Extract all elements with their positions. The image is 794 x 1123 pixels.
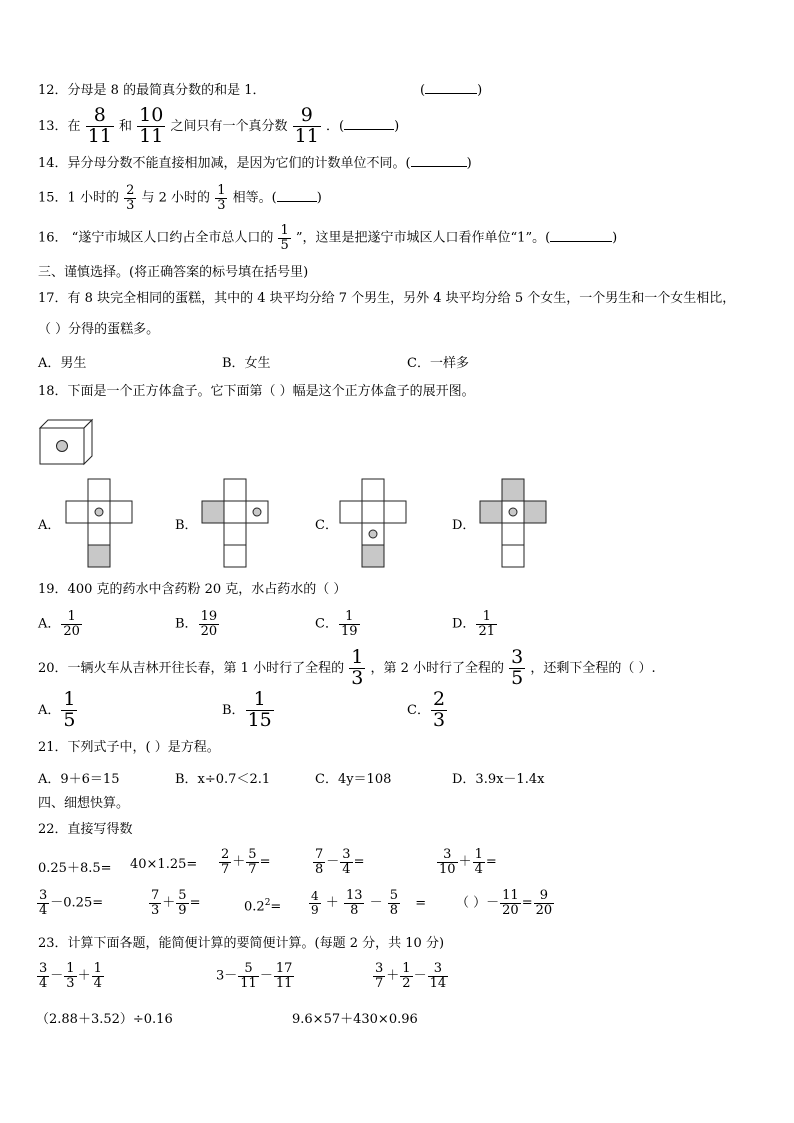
question-17-line1: 17．有 8 块完全相同的蛋糕，其中的 4 块平均分给 7 个男生，另外 4 块平均分给 5 个女生，一个男生和一个女生相比，: [38, 291, 736, 306]
net-b[interactable]: [200, 478, 272, 570]
q18-option-b-label[interactable]: B．: [175, 518, 198, 533]
q21-option-a[interactable]: A．9＋6＝15: [38, 772, 120, 787]
q23-expr-2: 3－ $\frac{5}{11}$ － $\frac{17}{11}$: [216, 961, 293, 991]
q12-answer-blank[interactable]: ( ): [420, 83, 483, 98]
q23-expr-5: 9.6×57＋430×0.96: [292, 1012, 418, 1027]
q23-expr-4: （2.88＋3.52）÷0.16: [36, 1012, 173, 1027]
q16-answer-blank[interactable]: [550, 241, 612, 242]
section-3-heading: 三、谨慎选择。(将正确答案的标号填在括号里): [38, 265, 309, 280]
q19-option-b[interactable]: B． $\frac{19}{20}$: [175, 609, 218, 639]
q22-item-1: 0.25＋8.5=: [38, 861, 112, 876]
q22-item-10: （ ）－ $\frac{11}{20}$ = $\frac{9}{20}$: [456, 888, 553, 918]
question-15: 15．1 小时的 $\frac{2}{3}$ 与 2 小时的 $\frac{1}{3}$ 相等。( ): [38, 183, 322, 213]
q19-option-d[interactable]: D． $\frac{1}{21}$: [452, 609, 495, 639]
section-4-heading: 四、细想快算。: [38, 796, 130, 811]
net-a[interactable]: [64, 478, 136, 570]
cube-box-figure: [36, 416, 98, 468]
q17-option-a[interactable]: A．男生: [38, 356, 87, 371]
q19-option-c[interactable]: C． $\frac{1}{19}$: [315, 609, 358, 639]
question-16: 16． “遂宁市城区人口约占全市总人口的 $\frac{1}{5}$ ”，这里是把遂宁市城区人口看作单位“1”。( ): [38, 223, 618, 253]
q17-option-b[interactable]: B．女生: [222, 356, 271, 371]
q23-expr-3: $\frac{3}{7}$ ＋ $\frac{1}{2}$ － $\frac{3}{14}$: [375, 961, 447, 991]
q23-expr-1: $\frac{3}{4}$ － $\frac{1}{3}$ ＋ $\frac{1}{4}$: [39, 961, 102, 991]
question-23-title: 23．计算下面各题，能简便计算的要简便计算。(每题 2 分，共 10 分): [38, 936, 445, 951]
q21-option-d[interactable]: D．3.9x－1.4x: [452, 772, 545, 787]
question-17-line2: （ ）分得的蛋糕多。: [38, 322, 160, 337]
q22-item-6: $\frac{3}{4}$ －0.25=: [39, 888, 104, 918]
q22-item-5: $\frac{3}{10}$ ＋ $\frac{1}{4}$ =: [439, 847, 497, 877]
q22-item-3: $\frac{2}{7}$ ＋ $\frac{5}{7}$ =: [221, 847, 271, 877]
q18-option-d-label[interactable]: D．: [452, 518, 476, 533]
q21-option-c[interactable]: C．4y＝108: [315, 772, 392, 787]
question-13: 13．在 $\frac{8}{11}$ 和 $\frac{10}{11}$ 之间只有一个真分数 $\frac{9}{11}$ ．( ): [38, 104, 400, 147]
q13-answer-blank[interactable]: [344, 129, 394, 130]
fraction: $\frac{8}{11}$: [87, 104, 112, 147]
q20-option-b[interactable]: B． $\frac{1}{15}$: [222, 688, 272, 731]
q22-item-9: $\frac{4}{9}$ ＋ $\frac{13}{8}$ － $\frac{5}{8}$ =: [311, 888, 427, 918]
q22-item-8: $0.2^2=$: [244, 898, 282, 915]
fraction: $\frac{2}{3}$: [126, 183, 135, 213]
fraction: $\frac{9}{11}$: [294, 104, 319, 147]
question-14: 14．异分母分数不能直接相加减，是因为它们的计数单位不同。( ): [38, 156, 472, 171]
question-21: 21．下列式子中，( ）是方程。: [38, 740, 220, 755]
q22-item-4: $\frac{7}{8}$ － $\frac{3}{4}$ =: [315, 847, 365, 877]
q15-answer-blank[interactable]: [277, 201, 317, 202]
q22-item-7: $\frac{7}{3}$ ＋ $\frac{5}{9}$ =: [151, 888, 201, 918]
q22-item-2: 40×1.25=: [130, 857, 198, 872]
question-18: 18．下面是一个正方体盒子。它下面第（ ）幅是这个正方体盒子的展开图。: [38, 384, 475, 399]
q21-option-b[interactable]: B．x÷0.7＜2.1: [175, 772, 271, 787]
question-19: 19．400 克的药水中含药粉 20 克，水占药水的（ ）: [38, 582, 347, 597]
net-d[interactable]: [478, 478, 550, 570]
q14-answer-blank[interactable]: [411, 166, 467, 167]
fraction: $\frac{1}{3}$: [217, 183, 226, 213]
net-c[interactable]: [338, 478, 410, 570]
q19-option-a[interactable]: A． $\frac{1}{20}$: [38, 609, 80, 639]
q18-option-c-label[interactable]: C．: [315, 518, 338, 533]
q18-option-a-label[interactable]: A．: [38, 518, 61, 533]
question-12: 12．分母是 8 的最简真分数的和是 1．: [38, 83, 266, 98]
question-22-title: 22．直接写得数: [38, 822, 133, 837]
question-20: 20．一辆火车从吉林开往长春，第 1 小时行了全程的 $\frac{1}{3}$ ，第 2 小时行了全程的 $\frac{3}{5}$ ，还剩下全程的（ ）.: [38, 646, 656, 689]
fraction: $\frac{10}{11}$: [139, 104, 164, 147]
q20-option-a[interactable]: A． $\frac{1}{5}$: [38, 688, 76, 731]
fraction: $\frac{1}{5}$: [280, 223, 289, 253]
q20-option-c[interactable]: C． $\frac{2}{3}$: [407, 688, 446, 731]
q17-option-c[interactable]: C．一样多: [407, 356, 469, 371]
